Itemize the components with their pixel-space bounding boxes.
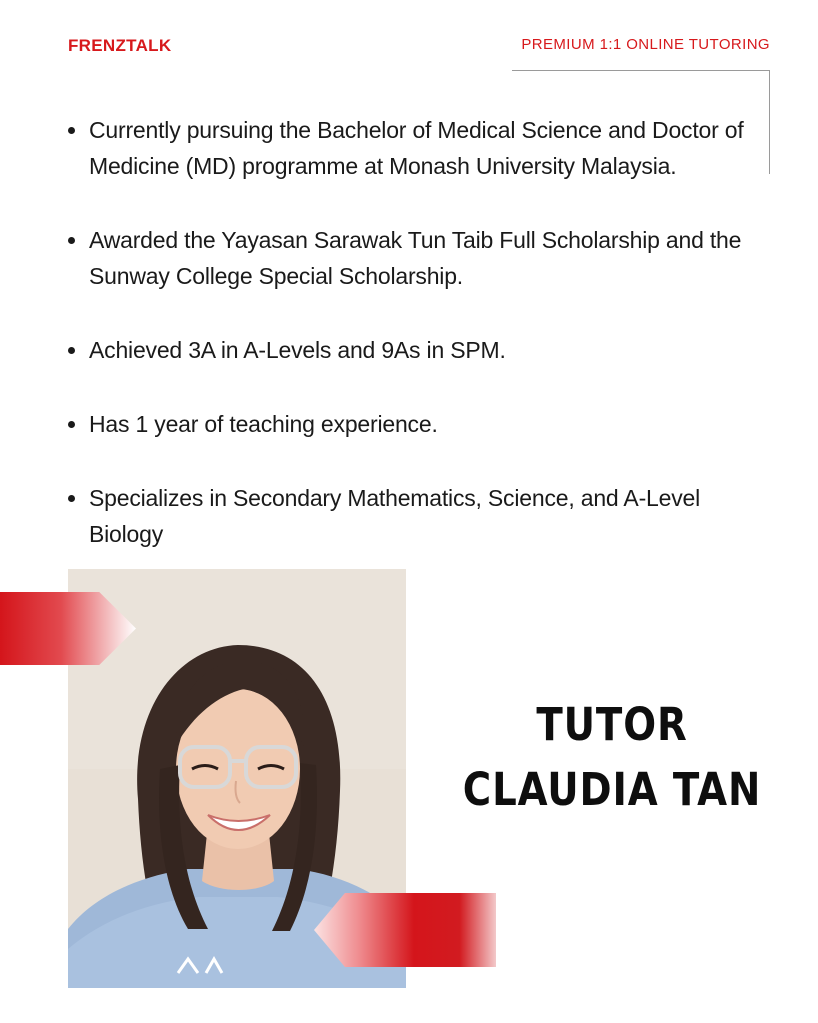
tutor-name-heading <box>420 692 804 822</box>
credential-item: Specializes in Secondary Mathematics, Science, and A-Level Biology <box>64 480 754 552</box>
decorative-ribbon-right <box>314 893 496 967</box>
credentials-list <box>64 112 754 590</box>
credential-item: Awarded the Yayasan Sarawak Tun Taib Full Scholarship and the Sunway College Special Scholarship. <box>64 222 754 294</box>
credential-item: Has 1 year of teaching experience. <box>64 406 754 442</box>
credential-item: Currently pursuing the Bachelor of Medical Science and Doctor of Medicine (MD) programme at Monash University Malaysia. <box>64 112 754 184</box>
tutor-label: TUTOR <box>536 698 688 751</box>
brand-name: FRENZTALK <box>68 36 172 55</box>
tagline: PREMIUM 1:1 ONLINE TUTORING <box>521 36 770 53</box>
tutor-name: CLAUDIA TAN <box>462 763 762 816</box>
credential-item: Achieved 3A in A-Levels and 9As in SPM. <box>64 332 754 368</box>
